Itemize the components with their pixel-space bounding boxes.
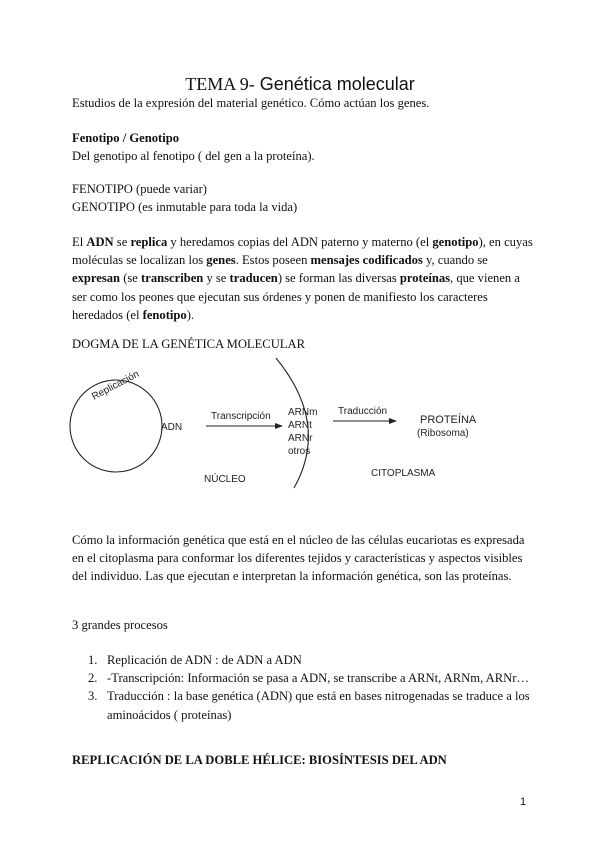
traduccion-label: Traducción xyxy=(338,406,388,417)
transcripcion-label: Transcripción xyxy=(211,411,271,422)
nucleus-circle xyxy=(70,380,162,472)
ribosoma-label: (Ribosoma) xyxy=(417,428,469,439)
nucleo-label: NÚCLEO xyxy=(204,474,246,485)
title-part-1: TEMA 9- xyxy=(185,74,255,94)
expression-paragraph: Cómo la información genética que está en el núcleo de las células eucariotas es expresada en el citoplasma para conformar los diferentes tejidos y características y aspectos visibles del individuo. Las que ejecutan e interpretan la información genética, son las proteínas. xyxy=(72,533,525,584)
genotipo-line: GENOTIPO (es inmutable para toda la vida) xyxy=(72,200,298,214)
adn-paragraph: El ADN se replica y heredamos copias del ADN paterno y materno (el genotipo), en cuyas moléculas se localizan los genes. Estos poseen mensajes codificados y, cuando se expresan (se transcriben y se traducen) se forman las diversas proteínas, que vienen a ser como los peones que ejecutan sus órdenes y ponen de manifiesto los caracteres heredados (el fenotipo). xyxy=(72,235,533,322)
arn-item-2: ARNt xyxy=(288,420,312,431)
arn-item-4: otros xyxy=(288,446,311,457)
page-number: 1 xyxy=(520,796,527,808)
list-item: 1. Replicación de ADN : de ADN a ADN xyxy=(88,653,302,667)
proteina-label: PROTEÍNA xyxy=(420,414,477,426)
procesos-list xyxy=(88,651,538,724)
fenotipo-line: FENOTIPO (puede variar) xyxy=(72,182,207,196)
list-item: 3. Traducción : la base genética (ADN) que está en bases nitrogenadas se traduce a los aminoácidos ( proteínas) xyxy=(88,689,530,722)
citoplasma-label: CITOPLASMA xyxy=(371,468,436,479)
replicacion-label: Replicación xyxy=(90,368,142,403)
list-item: 2. -Transcripción: Información se pasa a ADN, se transcribe a ARNt, ARNm, ARNr… xyxy=(88,671,530,686)
intro-text: Estudios de la expresión del material genético. Cómo actúan los genes. xyxy=(72,96,430,110)
adn-label: ADN xyxy=(161,422,183,433)
page-title xyxy=(0,74,600,95)
title-part-2: Genética molecular xyxy=(254,74,415,94)
dogma-heading: DOGMA DE LA GENÉTICA MOLECULAR xyxy=(72,337,305,351)
fenotipo-genotipo-heading: Fenotipo / Genotipo xyxy=(72,131,180,145)
arn-item-3: ARNr xyxy=(288,433,313,444)
dogma-diagram xyxy=(68,356,508,490)
replicacion-heading: REPLICACIÓN DE LA DOBLE HÉLICE: BIOSÍNTESIS DEL ADN xyxy=(72,753,447,767)
procesos-heading: 3 grandes procesos xyxy=(72,618,168,632)
arn-item-1: ARNm xyxy=(288,407,318,418)
fenotipo-description: Del genotipo al fenotipo ( del gen a la proteína). xyxy=(72,149,315,163)
